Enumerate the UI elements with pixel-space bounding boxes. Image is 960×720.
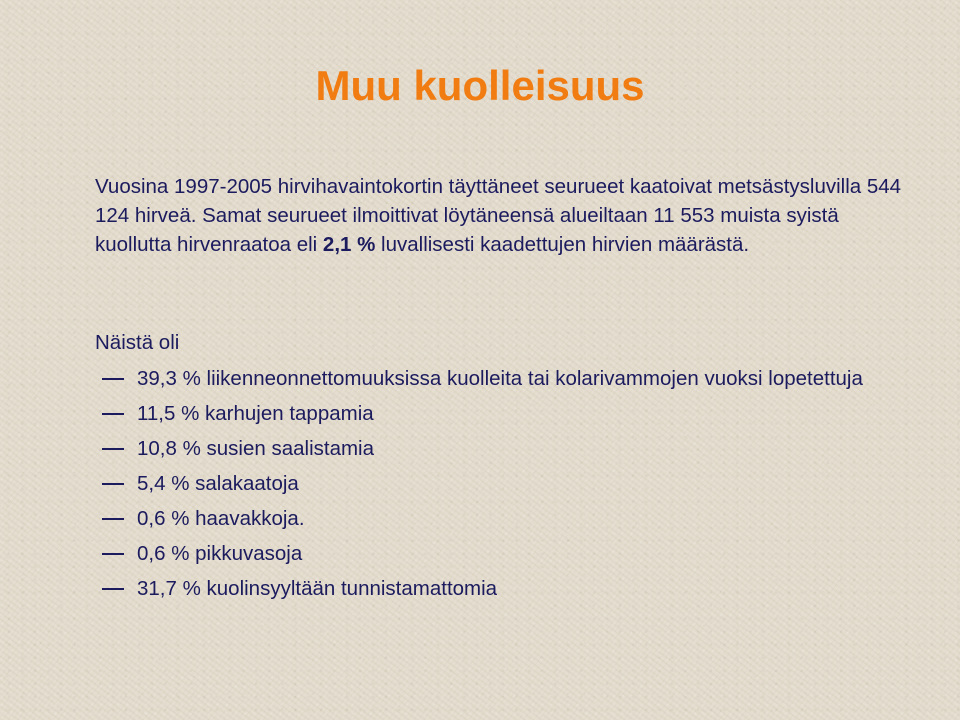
slide-title: Muu kuolleisuus — [315, 62, 645, 109]
intro-paragraph — [95, 172, 915, 259]
dash-bullet-icon — [102, 518, 124, 520]
list-item — [102, 469, 902, 498]
list-item — [102, 574, 902, 603]
list-item-text: 5,4 % salakaatoja — [137, 472, 299, 495]
cause-of-death-list — [102, 364, 902, 609]
list-item — [102, 364, 902, 393]
dash-bullet-icon — [102, 448, 124, 450]
list-item — [102, 399, 902, 428]
dash-bullet-icon — [102, 413, 124, 415]
intro-text-end: luvallisesti kaadettujen hirvien määrästä. — [375, 233, 750, 256]
list-item-text: 11,5 % karhujen tappamia — [137, 402, 374, 425]
breakdown-heading: Näistä oli — [95, 331, 180, 354]
list-item-text: 39,3 % liikenneonnettomuuksissa kuolleita tai kolarivammojen vuoksi lopetettuja — [137, 367, 863, 390]
intro-highlight-percentage: 2,1 % — [322, 233, 376, 256]
list-item — [102, 539, 902, 568]
list-item-text: 0,6 % pikkuvasoja — [137, 542, 303, 565]
list-item-text: 31,7 % kuolinsyyltään tunnistamattomia — [137, 577, 498, 600]
dash-bullet-icon — [102, 483, 124, 485]
dash-bullet-icon — [102, 378, 124, 380]
list-item — [102, 434, 902, 463]
dash-bullet-icon — [102, 588, 124, 590]
list-item — [102, 504, 902, 533]
list-item-text: 10,8 % susien saalistamia — [137, 437, 375, 460]
list-item-text: 0,6 % haavakkoja. — [137, 507, 305, 530]
intro-text-start: Vuosina 1997-2005 hirvihavaintokortin täyttäneet seurueet kaatoivat metsästysluvilla 544 124 hirveä. Samat seurueet ilmoittivat löytäneensä alueiltaan 11 553 muista syistä kuollutta hirvenraatoa eli — [95, 175, 902, 256]
dash-bullet-icon — [102, 553, 124, 555]
